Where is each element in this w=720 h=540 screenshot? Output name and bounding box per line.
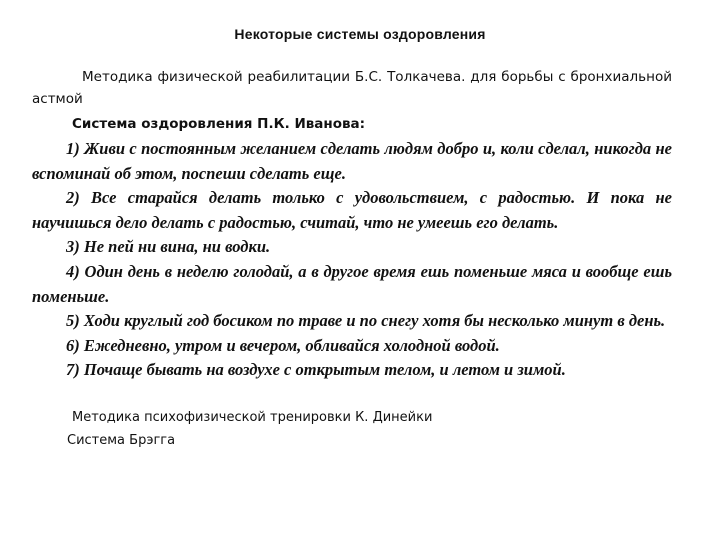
rule-item-2: 2) Все старайся делать только с удовольствием, с радостью. И пока не научишься дело делать с радостью, считай, что не умеешь его делать. xyxy=(32,188,672,232)
rule-item-1: 1) Живи с постоянным желанием сделать людям добро и, коли сделал, никогда не вспоминай об этом, поспеши сделать еще. xyxy=(32,139,672,183)
footer-dineika: Методика психофизической тренировки К. Динейки xyxy=(72,410,433,425)
ivanov-heading: Система оздоровления П.К. Иванова: xyxy=(72,116,366,132)
rule-item-3: 3) Не пей ни вина, ни водки. xyxy=(66,237,271,257)
intro-paragraph: Методика физической реабилитации Б.С. Толкачева. для борьбы с бронхиальной астмой xyxy=(32,69,672,107)
footer-bragg: Система Брэгга xyxy=(67,433,176,448)
rules-list xyxy=(32,137,672,383)
rule-item-4: 4) Один день в неделю голодай, а в другое время ешь поменьше мяса и вообще ешь поменьше. xyxy=(32,261,672,306)
rule-item-7: 7) Почаще бывать на воздухе с открытым телом, и летом и зимой. xyxy=(66,360,566,380)
rule-item-6: 6) Ежедневно, утром и вечером, обливайся холодной водой. xyxy=(66,335,500,355)
page-title: Некоторые системы оздоровления xyxy=(234,26,486,42)
rule-item-5: 5) Ходи круглый год босиком по траве и по снегу хотя бы несколько минут в день. xyxy=(66,311,666,331)
